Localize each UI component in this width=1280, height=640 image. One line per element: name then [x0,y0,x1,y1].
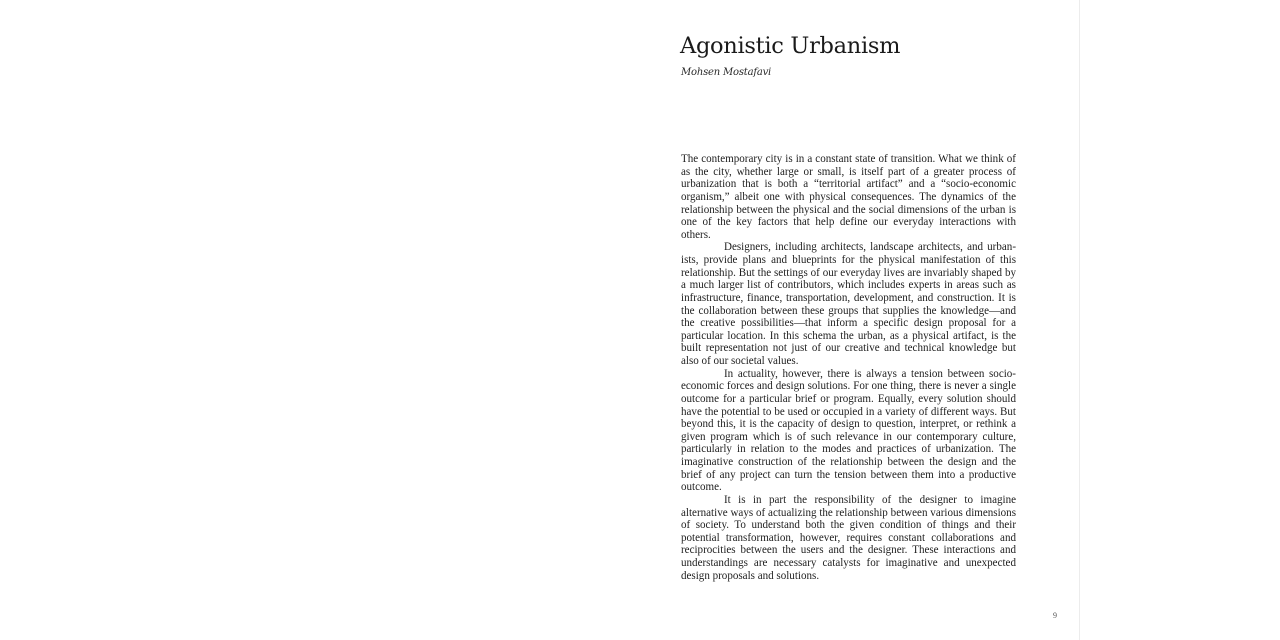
page-edge-divider [1079,0,1080,640]
essay-body [681,153,1016,582]
essay-title: Agonistic Urbanism [680,33,901,59]
page-number: 9 [1053,611,1057,620]
paragraph: It is in part the responsibility of the designer to imagine alternative ways of actualizing the relationship between various dimensions of society. To understand both the given condition of things and their potential transformation, however, requires constant collaborations and reciprocities between the users and the designer. These interactions and understandings are necessary catalysts for imaginative and unexpected design proposals and solutions. [681,493,1016,582]
paragraph: Designers, including architects, landscape architects, and urbanists, provide plans and blueprints for the physical manifestation of this relationship. But the settings of our everyday lives are invariably shaped by a much larger list of contributors, which includes experts in areas such as infrastructure, finance, transportation, development, and construction. It is the collaboration between these groups that supplies the knowledge—and the creative possibilities—that inform a specific design proposal for a particular location. In this schema the urban, as a physical artifact, is the built representation not just of our creative and technical knowledge but also of our societal values. [681,241,1016,367]
paragraph: The contemporary city is in a constant state of transition. What we think of as the city, whether large or small, is itself part of a greater process of urbanization that is both a “territorial artifact” and a “socio-economic organism,” albeit one with physical consequences. The dynamics of the relationship between the physical and the social dimensions of the urban is one of the key factors that help define our everyday interactions with others. [681,153,1016,241]
paragraph: In actuality, however, there is always a tension between socio-economic forces and design solutions. For one thing, there is never a single outcome for a particular brief or program. Equally, every solution should have the potential to be used or occupied in a variety of different ways. But beyond this, it is the capacity of design to question, interpret, or rethink a given program which is of such relevance in our contemporary culture, particularly in relation to the modes and practices of urbanization. The imaginative construction of the relationship between the design and the brief of any project can turn the tension between them into a productive outcome. [681,367,1016,494]
essay-author: Mohsen Mostafavi [681,67,772,78]
